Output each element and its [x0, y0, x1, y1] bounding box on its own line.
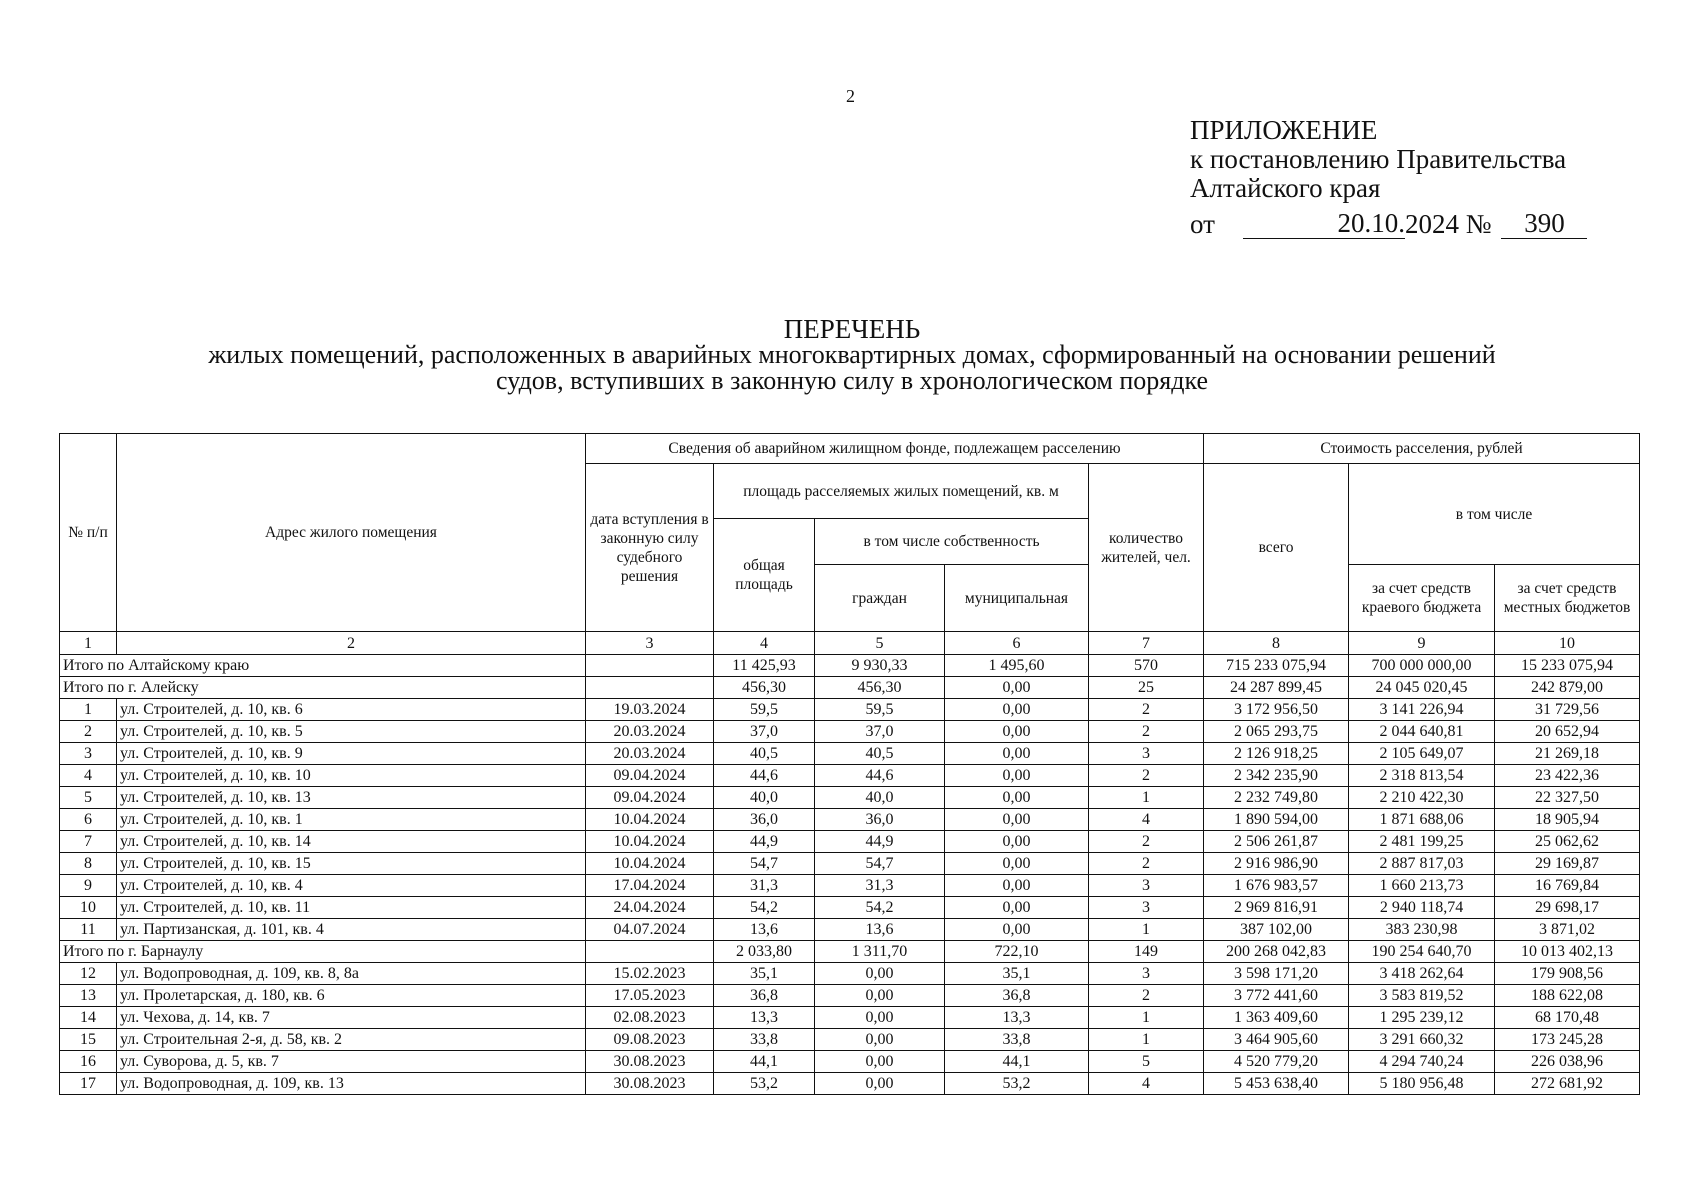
row-local: 179 908,56 — [1495, 963, 1640, 985]
row-number: 9 — [60, 875, 117, 897]
row-citizens: 54,2 — [815, 897, 945, 919]
colnum: 7 — [1089, 632, 1204, 655]
header-regional-budget: за счет средств краевого бюджета — [1349, 565, 1495, 632]
row-total-cost: 1 890 594,00 — [1204, 809, 1349, 831]
row-number: 7 — [60, 831, 117, 853]
row-municipal: 0,00 — [945, 831, 1089, 853]
row-number: 8 — [60, 853, 117, 875]
row-citizens: 54,7 — [815, 853, 945, 875]
row-number: 12 — [60, 963, 117, 985]
row-number: 16 — [60, 1051, 117, 1073]
row-regional: 1 660 213,73 — [1349, 875, 1495, 897]
row-residents: 4 — [1089, 1073, 1204, 1095]
row-municipal: 13,3 — [945, 1007, 1089, 1029]
row-citizens: 44,9 — [815, 831, 945, 853]
row-municipal: 0,00 — [945, 875, 1089, 897]
decree-year: 2024 № — [1404, 209, 1492, 239]
row-citizens: 0,00 — [815, 1051, 945, 1073]
header-local-budget: за счет средств местных бюджетов — [1495, 565, 1640, 632]
row-total-cost: 387 102,00 — [1204, 919, 1349, 941]
total-regional: 24 045 020,45 — [1349, 677, 1495, 699]
table-row — [60, 831, 1640, 853]
row-total-area: 13,6 — [714, 919, 815, 941]
row-local: 173 245,28 — [1495, 1029, 1640, 1051]
header-fund-info: Сведения об аварийном жилищном фонде, подлежащем расселению — [586, 434, 1204, 464]
row-residents: 3 — [1089, 963, 1204, 985]
title-main: ПЕРЕЧЕНЬ — [783, 314, 921, 344]
total-residents: 25 — [1089, 677, 1204, 699]
page-number: 2 — [846, 86, 855, 106]
decree-date: 20.10. — [1243, 209, 1405, 239]
total-local: 242 879,00 — [1495, 677, 1640, 699]
row-citizens: 0,00 — [815, 1073, 945, 1095]
appendix-block — [1190, 116, 1587, 239]
total-residents: 570 — [1089, 655, 1204, 677]
row-citizens: 0,00 — [815, 985, 945, 1007]
row-local: 226 038,96 — [1495, 1051, 1640, 1073]
row-total-area: 44,1 — [714, 1051, 815, 1073]
row-court-date: 15.02.2023 — [586, 963, 714, 985]
header-total-cost: всего — [1204, 464, 1349, 632]
row-total-area: 54,2 — [714, 897, 815, 919]
row-total-area: 59,5 — [714, 699, 815, 721]
row-municipal: 0,00 — [945, 765, 1089, 787]
row-total-area: 35,1 — [714, 963, 815, 985]
row-total-area: 40,0 — [714, 787, 815, 809]
row-citizens: 37,0 — [815, 721, 945, 743]
total-residents: 149 — [1089, 941, 1204, 963]
row-address: ул. Водопроводная, д. 109, кв. 8, 8а — [117, 963, 586, 985]
row-regional: 3 141 226,94 — [1349, 699, 1495, 721]
table-row — [60, 897, 1640, 919]
total-label: Итого по Алтайскому краю — [60, 655, 586, 677]
row-residents: 2 — [1089, 699, 1204, 721]
row-regional: 5 180 956,48 — [1349, 1073, 1495, 1095]
table-row — [60, 1073, 1640, 1095]
row-residents: 2 — [1089, 853, 1204, 875]
header-municipal: муниципальная — [945, 565, 1089, 632]
row-local: 18 905,94 — [1495, 809, 1640, 831]
row-regional: 2 044 640,81 — [1349, 721, 1495, 743]
row-municipal: 0,00 — [945, 721, 1089, 743]
row-address: ул. Строителей, д. 10, кв. 9 — [117, 743, 586, 765]
row-regional: 1 871 688,06 — [1349, 809, 1495, 831]
colnum: 8 — [1204, 632, 1349, 655]
row-number: 2 — [60, 721, 117, 743]
total-citizens: 1 311,70 — [815, 941, 945, 963]
row-total-cost: 3 172 956,50 — [1204, 699, 1349, 721]
row-municipal: 0,00 — [945, 699, 1089, 721]
row-court-date: 17.05.2023 — [586, 985, 714, 1007]
row-municipal: 0,00 — [945, 787, 1089, 809]
row-total-area: 40,5 — [714, 743, 815, 765]
row-number: 1 — [60, 699, 117, 721]
housing-table — [59, 433, 1640, 1095]
row-citizens: 31,3 — [815, 875, 945, 897]
row-address: ул. Строителей, д. 10, кв. 6 — [117, 699, 586, 721]
row-number: 5 — [60, 787, 117, 809]
row-citizens: 0,00 — [815, 1007, 945, 1029]
row-residents: 1 — [1089, 1029, 1204, 1051]
row-number: 11 — [60, 919, 117, 941]
total-area: 2 033,80 — [714, 941, 815, 963]
row-court-date: 30.08.2023 — [586, 1051, 714, 1073]
table-header — [60, 434, 1640, 655]
row-address: ул. Строителей, д. 10, кв. 15 — [117, 853, 586, 875]
table-row — [60, 1007, 1640, 1029]
table-body — [60, 655, 1640, 1095]
row-regional: 2 887 817,03 — [1349, 853, 1495, 875]
row-local: 20 652,94 — [1495, 721, 1640, 743]
row-number: 17 — [60, 1073, 117, 1095]
row-address: ул. Партизанская, д. 101, кв. 4 — [117, 919, 586, 941]
title-line-2: судов, вступивших в законную силу в хронологическом порядке — [496, 366, 1208, 395]
row-citizens: 44,6 — [815, 765, 945, 787]
row-local: 16 769,84 — [1495, 875, 1640, 897]
row-court-date: 10.04.2024 — [586, 809, 714, 831]
row-residents: 3 — [1089, 897, 1204, 919]
row-total-cost: 2 126 918,25 — [1204, 743, 1349, 765]
table-row — [60, 765, 1640, 787]
row-total-cost: 2 232 749,80 — [1204, 787, 1349, 809]
row-residents: 5 — [1089, 1051, 1204, 1073]
appendix-line-2: Алтайского края — [1190, 173, 1381, 203]
row-residents: 3 — [1089, 743, 1204, 765]
colnum: 4 — [714, 632, 815, 655]
row-court-date: 09.04.2024 — [586, 787, 714, 809]
row-address: ул. Водопроводная, д. 109, кв. 13 — [117, 1073, 586, 1095]
row-number: 15 — [60, 1029, 117, 1051]
row-local: 68 170,48 — [1495, 1007, 1640, 1029]
total-regional: 700 000 000,00 — [1349, 655, 1495, 677]
row-address: ул. Строителей, д. 10, кв. 10 — [117, 765, 586, 787]
row-local: 29 698,17 — [1495, 897, 1640, 919]
row-regional: 4 294 740,24 — [1349, 1051, 1495, 1073]
row-number: 3 — [60, 743, 117, 765]
row-number: 14 — [60, 1007, 117, 1029]
document-title — [0, 316, 1704, 394]
row-address: ул. Строителей, д. 10, кв. 13 — [117, 787, 586, 809]
colnum: 1 — [60, 632, 117, 655]
row-total-cost: 2 065 293,75 — [1204, 721, 1349, 743]
row-local: 29 169,87 — [1495, 853, 1640, 875]
total-citizens: 9 930,33 — [815, 655, 945, 677]
row-court-date: 04.07.2024 — [586, 919, 714, 941]
total-area: 11 425,93 — [714, 655, 815, 677]
colnum: 2 — [117, 632, 586, 655]
total-row — [60, 677, 1640, 699]
row-regional: 2 105 649,07 — [1349, 743, 1495, 765]
total-cost: 200 268 042,83 — [1204, 941, 1349, 963]
row-number: 13 — [60, 985, 117, 1007]
table-row — [60, 875, 1640, 897]
colnum: 5 — [815, 632, 945, 655]
empty-cell — [586, 677, 714, 699]
table-row — [60, 699, 1640, 721]
row-citizens: 40,0 — [815, 787, 945, 809]
colnum: 9 — [1349, 632, 1495, 655]
row-court-date: 02.08.2023 — [586, 1007, 714, 1029]
row-address: ул. Строителей, д. 10, кв. 4 — [117, 875, 586, 897]
row-address: ул. Пролетарская, д. 180, кв. 6 — [117, 985, 586, 1007]
row-court-date: 10.04.2024 — [586, 831, 714, 853]
table-row — [60, 985, 1640, 1007]
table-row — [60, 963, 1640, 985]
total-row — [60, 941, 1640, 963]
row-total-area: 44,9 — [714, 831, 815, 853]
total-municipal: 1 495,60 — [945, 655, 1089, 677]
row-total-area: 37,0 — [714, 721, 815, 743]
total-municipal: 0,00 — [945, 677, 1089, 699]
header-area: площадь расселяемых жилых помещений, кв. м — [714, 464, 1089, 519]
row-residents: 4 — [1089, 809, 1204, 831]
row-residents: 1 — [1089, 1007, 1204, 1029]
appendix-line-1: к постановлению Правительства — [1190, 144, 1567, 174]
table-row — [60, 809, 1640, 831]
row-residents: 2 — [1089, 721, 1204, 743]
row-citizens: 13,6 — [815, 919, 945, 941]
from-label: от — [1190, 209, 1215, 239]
total-local: 15 233 075,94 — [1495, 655, 1640, 677]
appendix-date-line — [1190, 209, 1587, 239]
row-total-area: 36,8 — [714, 985, 815, 1007]
row-regional: 3 583 819,52 — [1349, 985, 1495, 1007]
row-residents: 3 — [1089, 875, 1204, 897]
row-citizens: 40,5 — [815, 743, 945, 765]
row-number: 4 — [60, 765, 117, 787]
total-citizens: 456,30 — [815, 677, 945, 699]
total-regional: 190 254 640,70 — [1349, 941, 1495, 963]
row-total-cost: 1 363 409,60 — [1204, 1007, 1349, 1029]
colnum: 3 — [586, 632, 714, 655]
row-regional: 2 940 118,74 — [1349, 897, 1495, 919]
row-local: 188 622,08 — [1495, 985, 1640, 1007]
row-residents: 2 — [1089, 831, 1204, 853]
row-regional: 2 481 199,25 — [1349, 831, 1495, 853]
row-municipal: 44,1 — [945, 1051, 1089, 1073]
row-municipal: 0,00 — [945, 853, 1089, 875]
row-address: ул. Строительная 2-я, д. 58, кв. 2 — [117, 1029, 586, 1051]
table-row — [60, 853, 1640, 875]
row-regional: 3 418 262,64 — [1349, 963, 1495, 985]
row-court-date: 17.04.2024 — [586, 875, 714, 897]
empty-cell — [586, 655, 714, 677]
row-number: 10 — [60, 897, 117, 919]
colnum: 6 — [945, 632, 1089, 655]
row-address: ул. Строителей, д. 10, кв. 14 — [117, 831, 586, 853]
row-local: 3 871,02 — [1495, 919, 1640, 941]
row-municipal: 36,8 — [945, 985, 1089, 1007]
row-local: 21 269,18 — [1495, 743, 1640, 765]
header-total-area: общая площадь — [714, 519, 815, 632]
row-court-date: 30.08.2023 — [586, 1073, 714, 1095]
row-total-cost: 2 916 986,90 — [1204, 853, 1349, 875]
total-cost: 715 233 075,94 — [1204, 655, 1349, 677]
total-municipal: 722,10 — [945, 941, 1089, 963]
header-residents: количество жителей, чел. — [1089, 464, 1204, 632]
row-total-cost: 4 520 779,20 — [1204, 1051, 1349, 1073]
row-total-cost: 2 342 235,90 — [1204, 765, 1349, 787]
row-address: ул. Чехова, д. 14, кв. 7 — [117, 1007, 586, 1029]
row-total-cost: 3 598 171,20 — [1204, 963, 1349, 985]
row-court-date: 09.04.2024 — [586, 765, 714, 787]
colnum: 10 — [1495, 632, 1640, 655]
row-court-date: 24.04.2024 — [586, 897, 714, 919]
row-municipal: 0,00 — [945, 809, 1089, 831]
row-local: 22 327,50 — [1495, 787, 1640, 809]
table-row — [60, 721, 1640, 743]
row-municipal: 0,00 — [945, 743, 1089, 765]
row-municipal: 33,8 — [945, 1029, 1089, 1051]
row-total-area: 36,0 — [714, 809, 815, 831]
total-label: Итого по г. Алейску — [60, 677, 586, 699]
row-address: ул. Строителей, д. 10, кв. 11 — [117, 897, 586, 919]
row-court-date: 20.03.2024 — [586, 743, 714, 765]
row-citizens: 59,5 — [815, 699, 945, 721]
row-regional: 2 318 813,54 — [1349, 765, 1495, 787]
row-court-date: 20.03.2024 — [586, 721, 714, 743]
header-num: № п/п — [60, 434, 117, 632]
row-municipal: 35,1 — [945, 963, 1089, 985]
row-residents: 2 — [1089, 765, 1204, 787]
row-citizens: 0,00 — [815, 963, 945, 985]
row-local: 23 422,36 — [1495, 765, 1640, 787]
row-citizens: 0,00 — [815, 1029, 945, 1051]
row-residents: 1 — [1089, 919, 1204, 941]
total-cost: 24 287 899,45 — [1204, 677, 1349, 699]
row-municipal: 0,00 — [945, 897, 1089, 919]
table-row — [60, 1051, 1640, 1073]
row-total-area: 44,6 — [714, 765, 815, 787]
table-row — [60, 743, 1640, 765]
row-address: ул. Строителей, д. 10, кв. 1 — [117, 809, 586, 831]
row-total-cost: 3 464 905,60 — [1204, 1029, 1349, 1051]
total-area: 456,30 — [714, 677, 815, 699]
row-citizens: 36,0 — [815, 809, 945, 831]
row-regional: 2 210 422,30 — [1349, 787, 1495, 809]
total-label: Итого по г. Барнаулу — [60, 941, 586, 963]
title-line-1: жилых помещений, расположенных в аварийных многоквартирных домах, сформированный на основании решений — [208, 340, 1496, 369]
header-incl-ownership: в том числе собственность — [815, 519, 1089, 565]
header-cost: Стоимость расселения, рублей — [1204, 434, 1640, 464]
row-municipal: 0,00 — [945, 919, 1089, 941]
row-local: 272 681,92 — [1495, 1073, 1640, 1095]
header-incl: в том числе — [1349, 464, 1640, 565]
header-court-date: дата вступления в законную силу судебного решения — [586, 464, 714, 632]
appendix-heading: ПРИЛОЖЕНИЕ — [1190, 115, 1378, 145]
row-total-cost: 5 453 638,40 — [1204, 1073, 1349, 1095]
row-total-area: 53,2 — [714, 1073, 815, 1095]
table-row — [60, 919, 1640, 941]
header-address: Адрес жилого помещения — [117, 434, 586, 632]
total-local: 10 013 402,13 — [1495, 941, 1640, 963]
row-court-date: 10.04.2024 — [586, 853, 714, 875]
table-row — [60, 1029, 1640, 1051]
row-residents: 1 — [1089, 787, 1204, 809]
row-regional: 3 291 660,32 — [1349, 1029, 1495, 1051]
row-total-area: 54,7 — [714, 853, 815, 875]
table-row — [60, 787, 1640, 809]
row-regional: 383 230,98 — [1349, 919, 1495, 941]
row-number: 6 — [60, 809, 117, 831]
total-row — [60, 655, 1640, 677]
decree-number: 390 — [1501, 209, 1587, 239]
row-local: 25 062,62 — [1495, 831, 1640, 853]
row-court-date: 09.08.2023 — [586, 1029, 714, 1051]
row-total-area: 33,8 — [714, 1029, 815, 1051]
row-total-area: 13,3 — [714, 1007, 815, 1029]
row-court-date: 19.03.2024 — [586, 699, 714, 721]
row-address: ул. Суворова, д. 5, кв. 7 — [117, 1051, 586, 1073]
row-total-cost: 2 969 816,91 — [1204, 897, 1349, 919]
row-total-cost: 3 772 441,60 — [1204, 985, 1349, 1007]
row-total-cost: 2 506 261,87 — [1204, 831, 1349, 853]
row-address: ул. Строителей, д. 10, кв. 5 — [117, 721, 586, 743]
empty-cell — [586, 941, 714, 963]
row-total-area: 31,3 — [714, 875, 815, 897]
row-residents: 2 — [1089, 985, 1204, 1007]
column-number-row — [60, 632, 1640, 655]
row-municipal: 53,2 — [945, 1073, 1089, 1095]
row-total-cost: 1 676 983,57 — [1204, 875, 1349, 897]
header-citizens: граждан — [815, 565, 945, 632]
row-local: 31 729,56 — [1495, 699, 1640, 721]
row-regional: 1 295 239,12 — [1349, 1007, 1495, 1029]
